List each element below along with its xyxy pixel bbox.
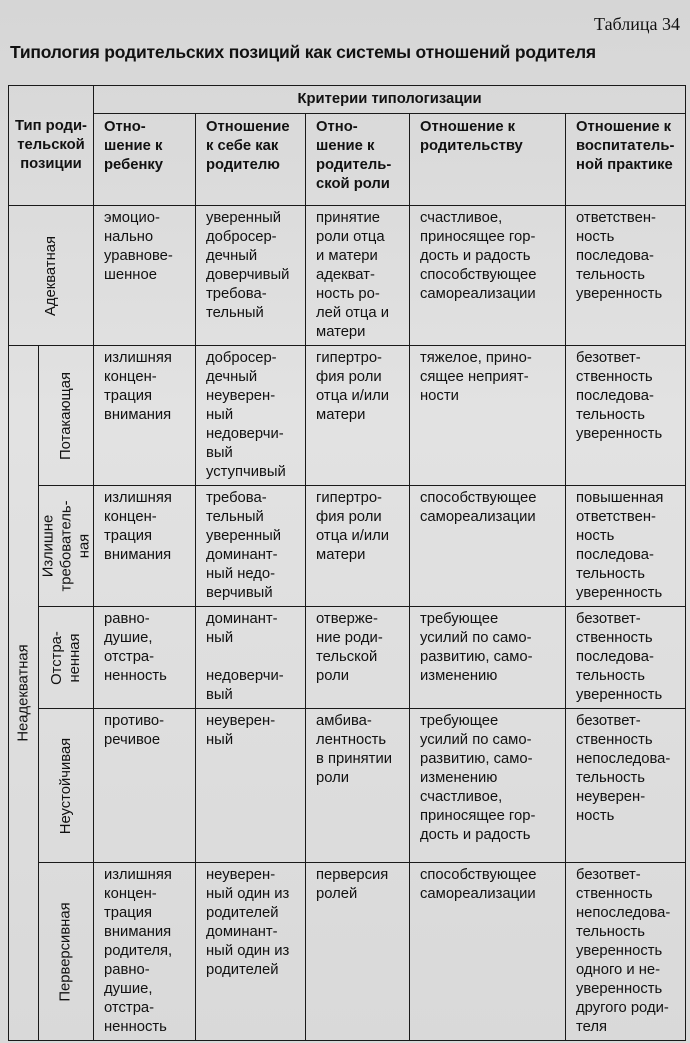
row-type-cell bbox=[39, 607, 94, 709]
col-header-self: Отношение к себе как родителю bbox=[196, 114, 306, 206]
cell-child: эмоцио- нально уравнове- шенное bbox=[94, 206, 196, 346]
type-column-header: Тип роди- тельской позиции bbox=[9, 86, 94, 206]
cell-practice: безответ- ственность последова- тельность уверенность bbox=[566, 346, 686, 486]
row-type-cell bbox=[39, 346, 94, 486]
cell-practice: безответ- ственность непоследова- тельность уверенность одного и не- уверенность другого роди- теля bbox=[566, 863, 686, 1041]
row-type-label: Адекватная bbox=[43, 235, 59, 316]
group-cell bbox=[9, 346, 39, 1041]
row-type-cell bbox=[9, 206, 94, 346]
group-label: Неадекватная bbox=[15, 644, 32, 742]
row-type-cell bbox=[39, 709, 94, 863]
cell-child: противо- речивое bbox=[94, 709, 196, 863]
cell-role: амбива- лентность в принятии роли bbox=[306, 709, 410, 863]
typology-table bbox=[8, 85, 686, 1041]
cell-role: перверсия ролей bbox=[306, 863, 410, 1041]
cell-child: равно- душие, отстра- ненность bbox=[94, 607, 196, 709]
cell-practice: безответ- ственность последова- тельность уверенность bbox=[566, 607, 686, 709]
table-number: Таблица 34 bbox=[594, 14, 680, 34]
cell-role: принятие роли отца и матери адекват- ность ро- лей отца и матери bbox=[306, 206, 410, 346]
cell-role: гипертро- фия роли отца и/или матери bbox=[306, 486, 410, 607]
table-row bbox=[9, 607, 686, 709]
cell-child: излишняя концен- трация внимания bbox=[94, 486, 196, 607]
table-row bbox=[9, 346, 686, 486]
cell-practice: повышенная ответствен- ность последова- тельность уверенность bbox=[566, 486, 686, 607]
cell-practice: ответствен- ность последова- тельность уверенность bbox=[566, 206, 686, 346]
cell-parenthood: способствующее самореализации bbox=[410, 486, 566, 607]
cell-role: гипертро- фия роли отца и/или матери bbox=[306, 346, 410, 486]
cell-practice: безответ- ственность непоследова- тельность неуверен- ность bbox=[566, 709, 686, 863]
cell-self: доминант- ный недоверчи- вый bbox=[196, 607, 306, 709]
table-row bbox=[9, 206, 686, 346]
criteria-header: Критерии типологизации bbox=[94, 86, 686, 114]
table-row bbox=[9, 863, 686, 1041]
cell-self: требова- тельный уверенный доминант- ный недо- верчивый bbox=[196, 486, 306, 607]
row-type-cell bbox=[39, 486, 94, 607]
row-type-cell bbox=[39, 863, 94, 1041]
row-type-label: Неустойчивая bbox=[58, 737, 75, 834]
table-title: Типология родительских позиций как системы отношений родителя bbox=[10, 42, 596, 62]
cell-self: неуверен- ный bbox=[196, 709, 306, 863]
cell-self: неуверен- ный один из родителей доминант- ный один из родителей bbox=[196, 863, 306, 1041]
cell-parenthood: тяжелое, прино- сящее неприят- ности bbox=[410, 346, 566, 486]
cell-child: излишняя концен- трация внимания родителя, равно- душие, отстра- ненность bbox=[94, 863, 196, 1041]
col-header-practice: Отношение к воспитатель- ной практике bbox=[566, 114, 686, 206]
col-header-child: Отно- шение к ребенку bbox=[94, 114, 196, 206]
cell-parenthood: счастливое, приносящее гор- дость и радость способствующее самореализации bbox=[410, 206, 566, 346]
col-header-parenthood: Отношение к родительству bbox=[410, 114, 566, 206]
row-type-label: Перверсивная bbox=[58, 901, 75, 1002]
row-type-label: Излишне требователь- ная bbox=[40, 500, 93, 592]
cell-self: добросер- дечный неуверен- ный недоверчи- вый уступчивый bbox=[196, 346, 306, 486]
row-type-label: Отстра- ненная bbox=[49, 630, 83, 685]
cell-parenthood: требующее усилий по само- развитию, само- изменению счастливое, приносящее гор- дость и радость bbox=[410, 709, 566, 863]
cell-self: уверенный добросер- дечный доверчивый требова- тельный bbox=[196, 206, 306, 346]
row-type-label: Потакающая bbox=[58, 371, 75, 460]
cell-role: отверже- ние роди- тельской роли bbox=[306, 607, 410, 709]
cell-child: излишняя концен- трация внимания bbox=[94, 346, 196, 486]
col-header-role: Отно- шение к родитель- ской роли bbox=[306, 114, 410, 206]
cell-parenthood: способствующее самореализации bbox=[410, 863, 566, 1041]
table-row bbox=[9, 709, 686, 863]
table-row bbox=[9, 486, 686, 607]
cell-parenthood: требующее усилий по само- развитию, само- изменению bbox=[410, 607, 566, 709]
